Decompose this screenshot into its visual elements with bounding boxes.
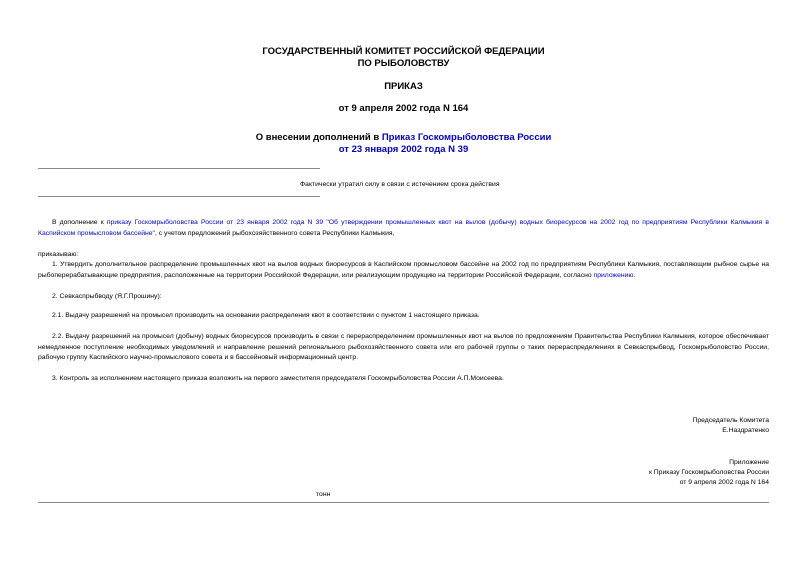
status-note: Фактически утратил силу в связи с истечением срока действия <box>300 181 500 188</box>
doc-title <box>0 132 807 144</box>
table-top-border <box>38 502 769 503</box>
orders-label: приказываю: <box>38 251 79 258</box>
intro-suffix: , с учетом предложений рыбохозяйственного совета Республики Калмыкия, <box>154 229 395 237</box>
title-link-date[interactable]: от 23 января 2002 года N 39 <box>338 144 469 155</box>
doc-type: ПРИКАЗ <box>384 81 423 92</box>
item-2: 2. Севкаспрыбводу (Я.Г.Прошину): <box>52 293 162 300</box>
divider-top <box>38 168 320 169</box>
appendix-title: Приложение <box>729 459 769 466</box>
appendix-link[interactable]: приложению <box>593 271 634 279</box>
doc-title-line-2 <box>0 144 807 156</box>
item-1-end: . <box>633 271 636 279</box>
signatory-name: Е.Наздратенко <box>722 427 769 434</box>
divider-bottom <box>38 196 320 197</box>
item-3: 3. Контроль за исполнением настоящего приказа возложить на первого заместителя председателя Госкомрыболовства России А.П.Моисеева. <box>52 375 504 382</box>
intro-link[interactable]: приказу Госкомрыболовства России от 23 января 2002 года N 39 "Об утверждении промышленных квот на вылов (добычу) водных биоресурсов на 2002 год по предприятиям Республики Калмыкия в Каспийском промысловом бассейне" <box>38 219 769 237</box>
item-1 <box>38 260 769 281</box>
item-2-2: 2.2. Выдачу разрешений на промысел (добычу) водных биоресурсов производить в связи с перераспределением промышленных квот на вылов по предложениям Правительства Республики Калмыкия, которое обеспечивает немедленное поступление необходимых уведомлений и направление решений регионального рыбохозяйственного совета или его рабочей группы о таких перераспределениях в Севкаспрыбвод, Госкомрыболовство России, рабочую группу Каспийского научно-промыслового совета и в бассейновый информационный центр. <box>38 333 769 361</box>
unit-label: тонн <box>316 491 331 498</box>
appendix-ref: к Приказу Госкомрыболовства России <box>648 469 769 476</box>
item-1-text: 1. Утвердить дополнительное распределение промышленных квот на вылов водных биоресурсов в Каспийском промысловом бассейне на 2002 год по предприятиям Республики Калмыкия, поставляющим рыбное сырье на рыбоперерабатывающие предприятия, расположенные на территории Российской Федерации, или реализующим продукцию на территории Российской Федерации, согласно <box>38 261 769 279</box>
item-2-1: 2.1. Выдачу разрешений на промысел производить на основании распределения квот в соответствии с пунктом 1 настоящего приказа. <box>52 312 480 319</box>
issuer-line-2: ПО РЫБОЛОВСТВУ <box>357 58 450 69</box>
title-link-order[interactable]: Приказ Госкомрыболовства России <box>381 132 552 143</box>
appendix-date: от 9 апреля 2002 года N 164 <box>679 479 769 486</box>
issuer-line-1: ГОСУДАРСТВЕННЫЙ КОМИТЕТ РОССИЙСКОЙ ФЕДЕРАЦИИ <box>262 46 545 57</box>
intro-prefix: В дополнение к <box>52 219 107 226</box>
intro-paragraph <box>38 218 769 239</box>
title-prefix: О внесении дополнений в <box>255 132 382 143</box>
signatory-position: Председатель Комитета <box>692 417 769 424</box>
doc-date: от 9 апреля 2002 года N 164 <box>338 103 469 114</box>
